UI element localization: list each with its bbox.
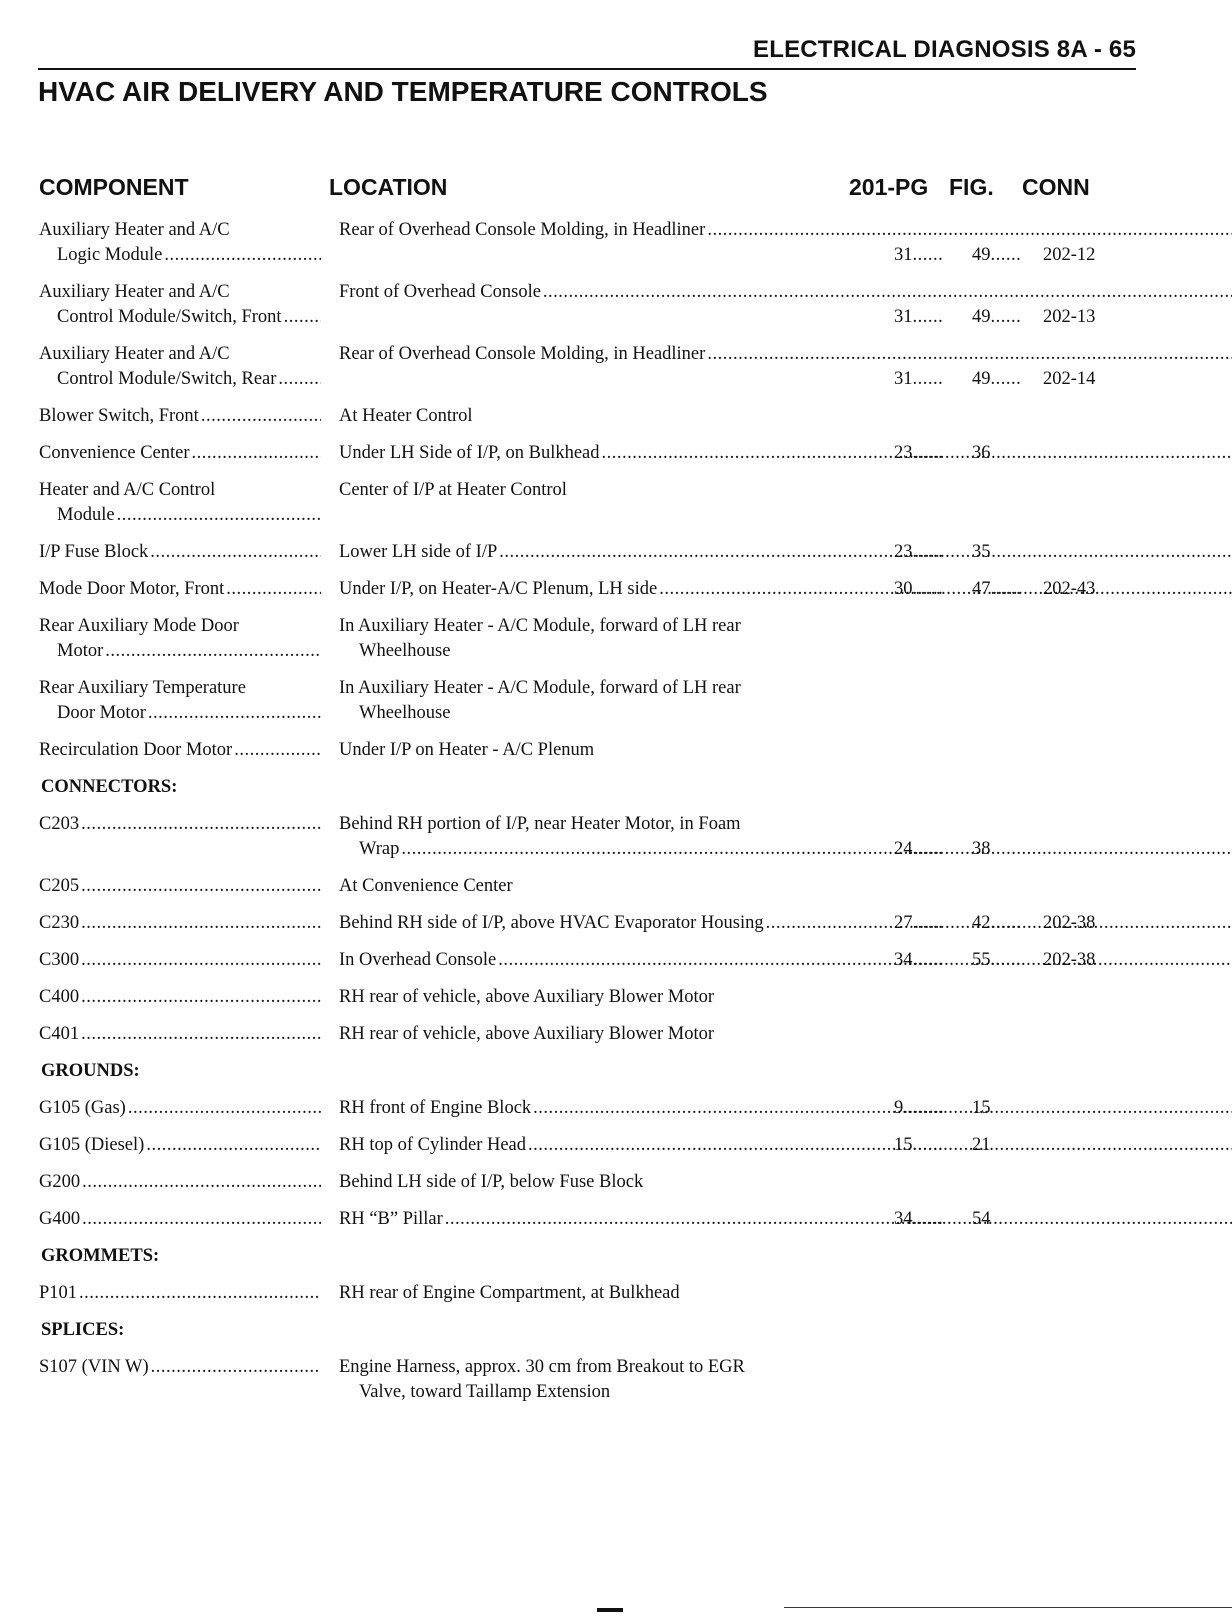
- component-name: C300: [39, 950, 80, 970]
- location-text: RH rear of vehicle, above Auxiliary Blower Motor: [339, 987, 715, 1007]
- fig-value: 47......: [972, 579, 1022, 599]
- table-row: [0, 441, 1232, 466]
- component-name: Control Module/Switch, Rear: [57, 369, 277, 389]
- column-header-component: COMPONENT: [39, 174, 189, 200]
- table-row: [0, 985, 1232, 1010]
- section-heading: CONNECTORS:: [41, 777, 178, 797]
- fig-value: 54: [972, 1209, 991, 1229]
- table-row: [0, 676, 1232, 726]
- table-row: [0, 1133, 1232, 1158]
- table-row: [0, 738, 1232, 763]
- footer-rule: [784, 1607, 1232, 1608]
- component-name: Logic Module: [57, 245, 163, 265]
- table-row: [0, 812, 1232, 862]
- component-name: C230: [39, 913, 80, 933]
- pg-value: 9........: [894, 1098, 945, 1118]
- location-cell: [339, 342, 882, 367]
- table-row: [0, 1096, 1232, 1121]
- pg-value: 31......: [894, 307, 944, 327]
- component-cell: [39, 812, 321, 837]
- component-name: Rear Auxiliary Temperature: [39, 678, 246, 698]
- location-text: Behind RH side of I/P, above HVAC Evaporator Housing: [339, 913, 764, 933]
- location-text: Center of I/P at Heater Control: [339, 480, 567, 500]
- location-text: RH “B” Pillar: [339, 1209, 443, 1229]
- conn-value: 202-12: [1043, 245, 1096, 265]
- fig-value: 15: [972, 1098, 991, 1118]
- component-name: G400: [39, 1209, 81, 1229]
- component-name: Convenience Center: [39, 443, 190, 463]
- conn-value: 202-38: [1043, 913, 1096, 933]
- table-row: [0, 404, 1232, 429]
- pg-value: 24......: [894, 839, 944, 859]
- component-name: Motor: [57, 641, 104, 661]
- location-text: Wheelhouse: [359, 703, 451, 723]
- pg-value: 15......: [894, 1135, 944, 1155]
- component-name: C401: [39, 1024, 80, 1044]
- table-row: [0, 614, 1232, 664]
- location-text: In Overhead Console: [339, 950, 497, 970]
- component-name: G105 (Gas): [39, 1098, 126, 1118]
- component-name: S107 (VIN W): [39, 1357, 149, 1377]
- conn-value: 202-38: [1043, 950, 1096, 970]
- page-header: ELECTRICAL DIAGNOSIS 8A - 65: [753, 36, 1136, 63]
- location-text: Under I/P, on Heater-A/C Plenum, LH side: [339, 579, 658, 599]
- table-row: [0, 874, 1232, 899]
- pg-value: 27......: [894, 913, 944, 933]
- table-row: [0, 478, 1232, 528]
- column-header-conn: CONN: [1022, 174, 1090, 200]
- component-cell: [39, 1355, 321, 1380]
- column-header-pg: 201-PG: [849, 174, 929, 200]
- component-name: I/P Fuse Block: [39, 542, 149, 562]
- component-name: Rear Auxiliary Mode Door: [39, 616, 239, 636]
- table-row: [0, 540, 1232, 565]
- location-text: Valve, toward Taillamp Extension: [359, 1382, 611, 1402]
- dot-leader: [81, 812, 321, 837]
- component-name: Recirculation Door Motor: [39, 740, 233, 760]
- component-name: Control Module/Switch, Front: [57, 307, 282, 327]
- component-name: C205: [39, 876, 80, 896]
- component-name: G200: [39, 1172, 81, 1192]
- location-cell: [339, 218, 882, 243]
- location-text: In Auxiliary Heater - A/C Module, forward of LH rear: [339, 678, 741, 698]
- location-text: Behind RH portion of I/P, near Heater Motor, in Foam: [339, 814, 741, 834]
- table-row: [0, 1170, 1232, 1195]
- conn-value: 202-13: [1043, 307, 1096, 327]
- location-cell: [339, 280, 882, 305]
- fig-value: 38: [972, 839, 991, 859]
- component-name: Auxiliary Heater and A/C: [39, 282, 230, 302]
- conn-value: 202-43: [1043, 579, 1096, 599]
- table-row: [0, 342, 1232, 392]
- table-row: [0, 1355, 1232, 1405]
- pg-value: 30......: [894, 579, 944, 599]
- component-name: P101: [39, 1283, 78, 1303]
- dot-leader: [707, 220, 1232, 240]
- fig-value: 49......: [972, 307, 1022, 327]
- location-text: RH rear of vehicle, above Auxiliary Blower Motor: [339, 1024, 715, 1044]
- table-row: [0, 948, 1232, 973]
- location-text: Behind LH side of I/P, below Fuse Block: [339, 1172, 644, 1192]
- dot-leader: [707, 344, 1232, 364]
- component-table: [0, 218, 1232, 1417]
- location-text: Wrap: [359, 839, 400, 859]
- fig-value: 35: [972, 542, 991, 562]
- header-rule: [38, 68, 1136, 70]
- table-row: [0, 280, 1232, 330]
- component-name: Heater and A/C Control: [39, 480, 216, 500]
- component-name: C203: [39, 814, 80, 834]
- footer-mark: [597, 1608, 623, 1612]
- column-header-fig: FIG.: [949, 174, 994, 200]
- fig-value: 49......: [972, 245, 1022, 265]
- location-text: Rear of Overhead Console Molding, in Headliner: [339, 344, 706, 364]
- component-name: Door Motor: [57, 703, 146, 723]
- fig-value: 36: [972, 443, 991, 463]
- location-text: RH top of Cylinder Head: [339, 1135, 527, 1155]
- location-text: RH front of Engine Block: [339, 1098, 532, 1118]
- component-name: C400: [39, 987, 80, 1007]
- section-heading: GROUNDS:: [41, 1061, 140, 1081]
- column-header-location: LOCATION: [329, 174, 448, 200]
- table-row: [0, 1022, 1232, 1047]
- component-name: Module: [57, 505, 115, 525]
- pg-value: 34......: [894, 1209, 944, 1229]
- table-row: [0, 1207, 1232, 1232]
- location-text: RH rear of Engine Compartment, at Bulkhead: [339, 1283, 680, 1303]
- fig-value: 42......: [972, 913, 1022, 933]
- page-title: HVAC AIR DELIVERY AND TEMPERATURE CONTROLS: [38, 76, 768, 107]
- fig-value: 49......: [972, 369, 1022, 389]
- section-heading: SPLICES:: [41, 1320, 125, 1340]
- pg-value: 34......: [894, 950, 944, 970]
- dot-leader: [151, 1355, 321, 1380]
- table-row: [0, 218, 1232, 268]
- table-row: [0, 911, 1232, 936]
- component-name: Auxiliary Heater and A/C: [39, 344, 230, 364]
- section-heading: GROMMETS:: [41, 1246, 160, 1266]
- fig-value: 21: [972, 1135, 991, 1155]
- location-text: Front of Overhead Console: [339, 282, 541, 302]
- table-row: [0, 577, 1232, 602]
- component-name: Blower Switch, Front: [39, 406, 199, 426]
- location-cell: [339, 478, 882, 503]
- pg-value: 23......: [894, 542, 944, 562]
- pg-value: 23......: [894, 443, 944, 463]
- fig-value: 55......: [972, 950, 1022, 970]
- location-text: Wheelhouse: [359, 641, 451, 661]
- location-text: At Convenience Center: [339, 876, 513, 896]
- location-text: Lower LH side of I/P: [339, 542, 498, 562]
- table-row: [0, 1281, 1232, 1306]
- dot-leader: [543, 282, 1232, 302]
- pg-value: 31......: [894, 369, 944, 389]
- conn-value: 202-14: [1043, 369, 1096, 389]
- pg-value: 31......: [894, 245, 944, 265]
- component-name: Mode Door Motor, Front: [39, 579, 225, 599]
- component-name: Auxiliary Heater and A/C: [39, 220, 230, 240]
- location-text: Engine Harness, approx. 30 cm from Breakout to EGR: [339, 1357, 745, 1377]
- location-text: Under LH Side of I/P, on Bulkhead: [339, 443, 600, 463]
- location-text: At Heater Control: [339, 406, 473, 426]
- location-text: In Auxiliary Heater - A/C Module, forward of LH rear: [339, 616, 741, 636]
- component-name: G105 (Diesel): [39, 1135, 145, 1155]
- location-text: Under I/P on Heater - A/C Plenum: [339, 740, 595, 760]
- location-text: Rear of Overhead Console Molding, in Headliner: [339, 220, 706, 240]
